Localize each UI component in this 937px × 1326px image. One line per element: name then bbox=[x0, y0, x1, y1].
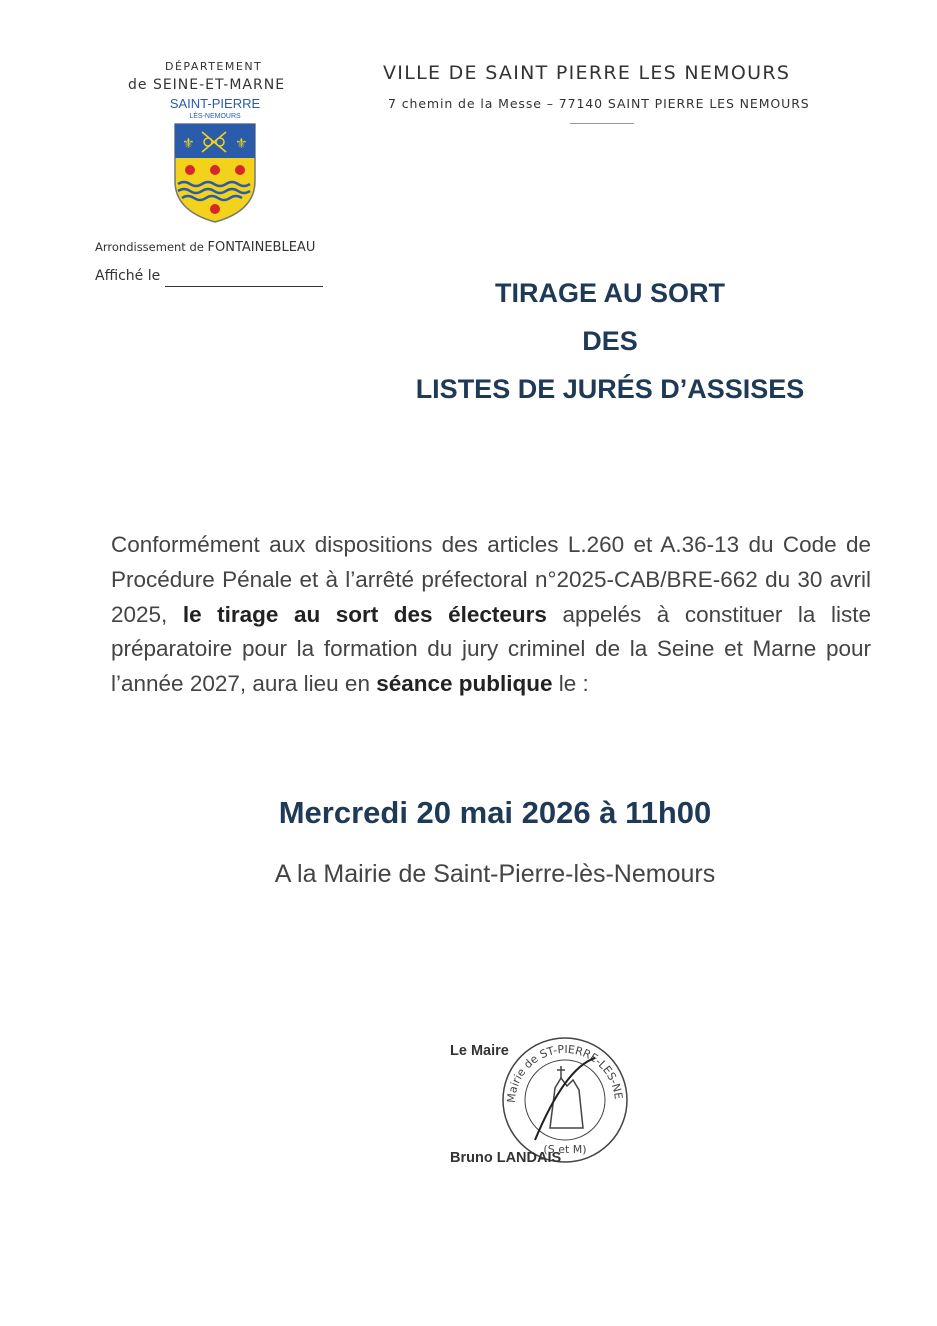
title-line-2: DES bbox=[582, 326, 638, 356]
town-logo bbox=[160, 96, 270, 226]
coat-of-arms-icon bbox=[160, 96, 270, 226]
body-bold-2: séance publique bbox=[376, 671, 553, 697]
mayor-name: Bruno LANDAIS bbox=[450, 1150, 562, 1166]
body-bold-1: le tirage au sort des électeurs bbox=[182, 601, 547, 627]
body-paragraph bbox=[111, 528, 871, 702]
event-place: A la Mairie de Saint-Pierre-lès-Nemours bbox=[274, 860, 716, 888]
stamp-text: Mairie de ST-PIERRE-LES-NE bbox=[504, 1042, 625, 1104]
posted-date-line bbox=[165, 286, 323, 287]
city-name: VILLE DE SAINT PIERRE LES NEMOURS bbox=[383, 62, 791, 84]
arrondissement bbox=[95, 240, 315, 255]
department-label: DÉPARTEMENT bbox=[165, 60, 263, 73]
title-line-1: TIRAGE AU SORT bbox=[494, 278, 725, 308]
title-line-3: LISTES DE JURÉS D’ASSISES bbox=[415, 374, 805, 404]
svg-text:⚜: ⚜ bbox=[235, 136, 248, 152]
svg-text:⚜: ⚜ bbox=[182, 136, 195, 152]
body-part-2: appelés à constituer la liste préparatoire pour la formation du jury criminel de la Seine et Marne pour l’année 2027, aura lieu en bbox=[111, 601, 871, 697]
city-address: 7 chemin de la Messe – 77140 SAINT PIERRE LES NEMOURS bbox=[388, 96, 810, 111]
body-part-1: Conformément aux dispositions des articles L.260 et A.36-13 du Code de Procédure Pénale et à l’arrêté préfectoral n°2025-CAB/BRE-662 du 30 avril 2025, bbox=[111, 532, 871, 627]
mayor-title: Le Maire bbox=[450, 1043, 509, 1059]
body-part-3: le : bbox=[552, 671, 589, 697]
posted-label: Affiché le bbox=[95, 268, 161, 284]
arrondissement-prefix: Arrondissement de bbox=[95, 240, 204, 254]
event-date: Mercredi 20 mai 2026 à 11h00 bbox=[278, 795, 712, 830]
stamp-seal-icon bbox=[495, 1028, 635, 1168]
logo-text-bottom: LÈS-NEMOURS bbox=[189, 113, 241, 120]
stamp-subtext: (S et M) bbox=[543, 1143, 587, 1156]
mayor-stamp bbox=[495, 1028, 635, 1168]
arrondissement-name: FONTAINEBLEAU bbox=[207, 240, 316, 255]
address-divider bbox=[570, 123, 634, 124]
logo-text-top: SAINT-PIERRE bbox=[169, 96, 261, 111]
department-name: de SEINE-ET-MARNE bbox=[128, 77, 286, 93]
